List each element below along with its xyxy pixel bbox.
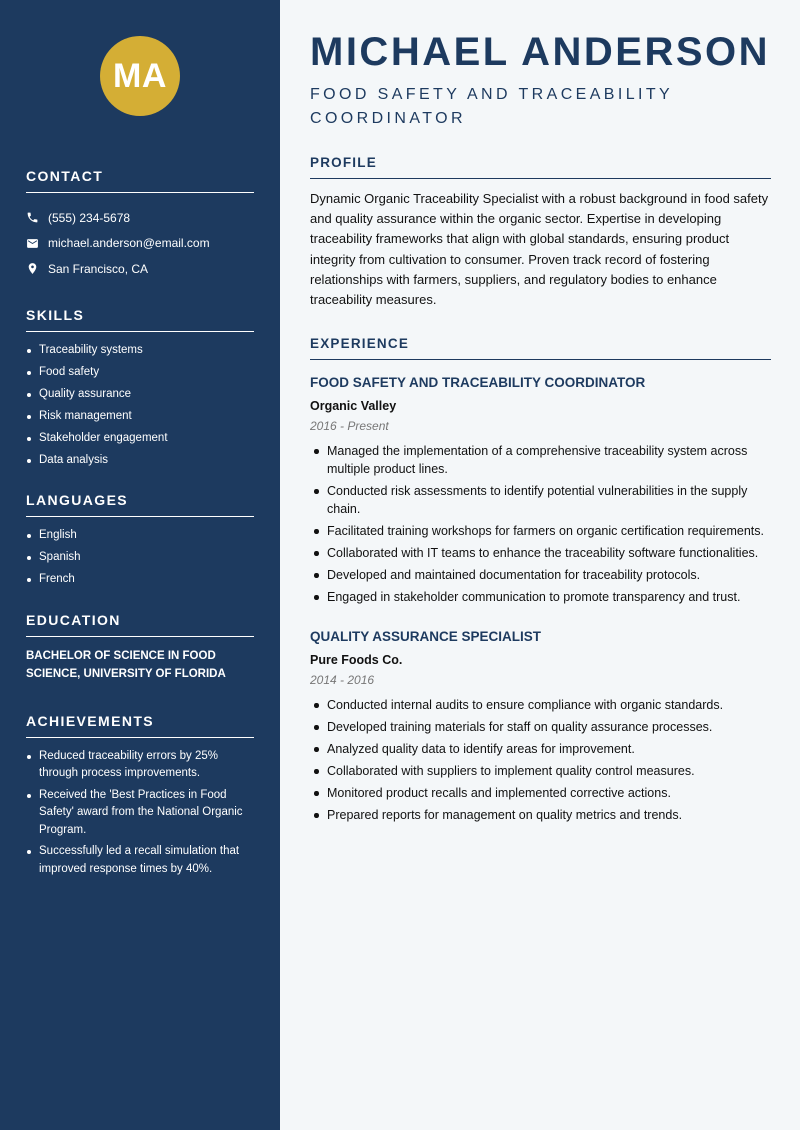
- contact-location: [26, 256, 254, 282]
- location-text: San Francisco, CA: [48, 261, 149, 276]
- email-text[interactable]: michael.anderson@email.com: [48, 236, 210, 251]
- job-bullet: Engaged in stakeholder communication to promote transparency and trust.: [310, 588, 771, 606]
- experience-section: [310, 336, 771, 824]
- contact-list: [26, 205, 254, 282]
- skill-item: Traceability systems: [26, 342, 254, 360]
- achievement-item: Successfully led a recall simulation that improved response times by 40%.: [26, 843, 254, 878]
- main-content: [280, 0, 800, 1130]
- profile-text: Dynamic Organic Traceability Specialist with a robust background in food safety and quality assurance within the organic sector. Expertise in developing traceability frameworks that align with global standards, ensuring product integrity from cultivation to consumer. Proven track record of fostering relationships with farmers, suppliers, and regulatory bodies to enhance traceability measures.: [310, 191, 769, 308]
- job-role: FOOD SAFETY AND TRACEABILITY COORDINATOR: [310, 375, 646, 391]
- job-entry: [310, 374, 771, 606]
- skill-item: Data analysis: [26, 452, 254, 470]
- email-icon: [26, 237, 48, 250]
- skills-heading: SKILLS: [26, 307, 254, 332]
- job-entry: [310, 628, 771, 824]
- profile-section: [310, 155, 771, 310]
- phone-text[interactable]: (555) 234-5678: [48, 210, 131, 225]
- job-bullet: Facilitated training workshops for farmers on organic certification requirements.: [310, 522, 771, 540]
- skill-item: Risk management: [26, 408, 254, 426]
- education-degree: BACHELOR OF SCIENCE IN FOOD SCIENCE, UNIVERSITY OF FLORIDA: [26, 649, 226, 680]
- education-section: [26, 612, 254, 683]
- job-dates: 2016 - Present: [310, 419, 389, 434]
- languages-section: [26, 492, 254, 589]
- profile-heading: PROFILE: [310, 155, 771, 179]
- achievement-item: Received the 'Best Practices in Food Safety' award from the National Organic Program.: [26, 787, 254, 840]
- job-bullet: Collaborated with suppliers to implement quality control measures.: [310, 762, 771, 780]
- job-bullet: Prepared reports for management on quality metrics and trends.: [310, 806, 771, 824]
- job-bullet: Conducted risk assessments to identify potential vulnerabilities in the supply chain.: [310, 482, 771, 518]
- contact-section: [26, 168, 254, 282]
- job-bullets: [310, 696, 771, 824]
- job-company: Organic Valley: [310, 399, 397, 414]
- candidate-title: FOOD SAFETY AND TRACEABILITY COORDINATOR: [310, 86, 673, 127]
- avatar-initials: MA: [113, 56, 167, 95]
- job-bullet: Collaborated with IT teams to enhance the traceability software functionalities.: [310, 544, 771, 562]
- job-bullets: [310, 442, 771, 606]
- achievement-item: Reduced traceability errors by 25% through process improvements.: [26, 748, 254, 783]
- avatar: [100, 36, 180, 116]
- job-bullet: Analyzed quality data to identify areas for improvement.: [310, 740, 771, 758]
- job-bullet: Developed training materials for staff on quality assurance processes.: [310, 718, 771, 736]
- achievements-list: [26, 748, 254, 879]
- candidate-name: MICHAEL ANDERSON: [310, 30, 771, 74]
- language-item: Spanish: [26, 549, 254, 567]
- skills-list: [26, 342, 254, 470]
- languages-list: [26, 527, 254, 589]
- achievements-section: [26, 713, 254, 879]
- skill-item: Stakeholder engagement: [26, 430, 254, 448]
- job-bullet: Developed and maintained documentation for traceability protocols.: [310, 566, 771, 584]
- contact-heading: CONTACT: [26, 168, 254, 193]
- education-heading: EDUCATION: [26, 612, 254, 637]
- job-bullet: Conducted internal audits to ensure compliance with organic standards.: [310, 696, 771, 714]
- location-pin-icon: [26, 262, 48, 275]
- language-item: English: [26, 527, 254, 545]
- skill-item: Food safety: [26, 364, 254, 382]
- achievements-heading: ACHIEVEMENTS: [26, 713, 254, 738]
- job-bullet: Managed the implementation of a comprehensive traceability system across multiple product lines.: [310, 442, 771, 478]
- language-item: French: [26, 571, 254, 589]
- contact-email: [26, 231, 254, 257]
- job-company: Pure Foods Co.: [310, 653, 403, 668]
- phone-icon: [26, 211, 48, 224]
- job-dates: 2014 - 2016: [310, 673, 375, 688]
- job-bullet: Monitored product recalls and implemented corrective actions.: [310, 784, 771, 802]
- experience-heading: EXPERIENCE: [310, 336, 771, 360]
- skill-item: Quality assurance: [26, 386, 254, 404]
- languages-heading: LANGUAGES: [26, 492, 254, 517]
- skills-section: [26, 307, 254, 470]
- job-role: QUALITY ASSURANCE SPECIALIST: [310, 629, 542, 645]
- contact-phone: [26, 205, 254, 231]
- sidebar: [0, 0, 280, 1130]
